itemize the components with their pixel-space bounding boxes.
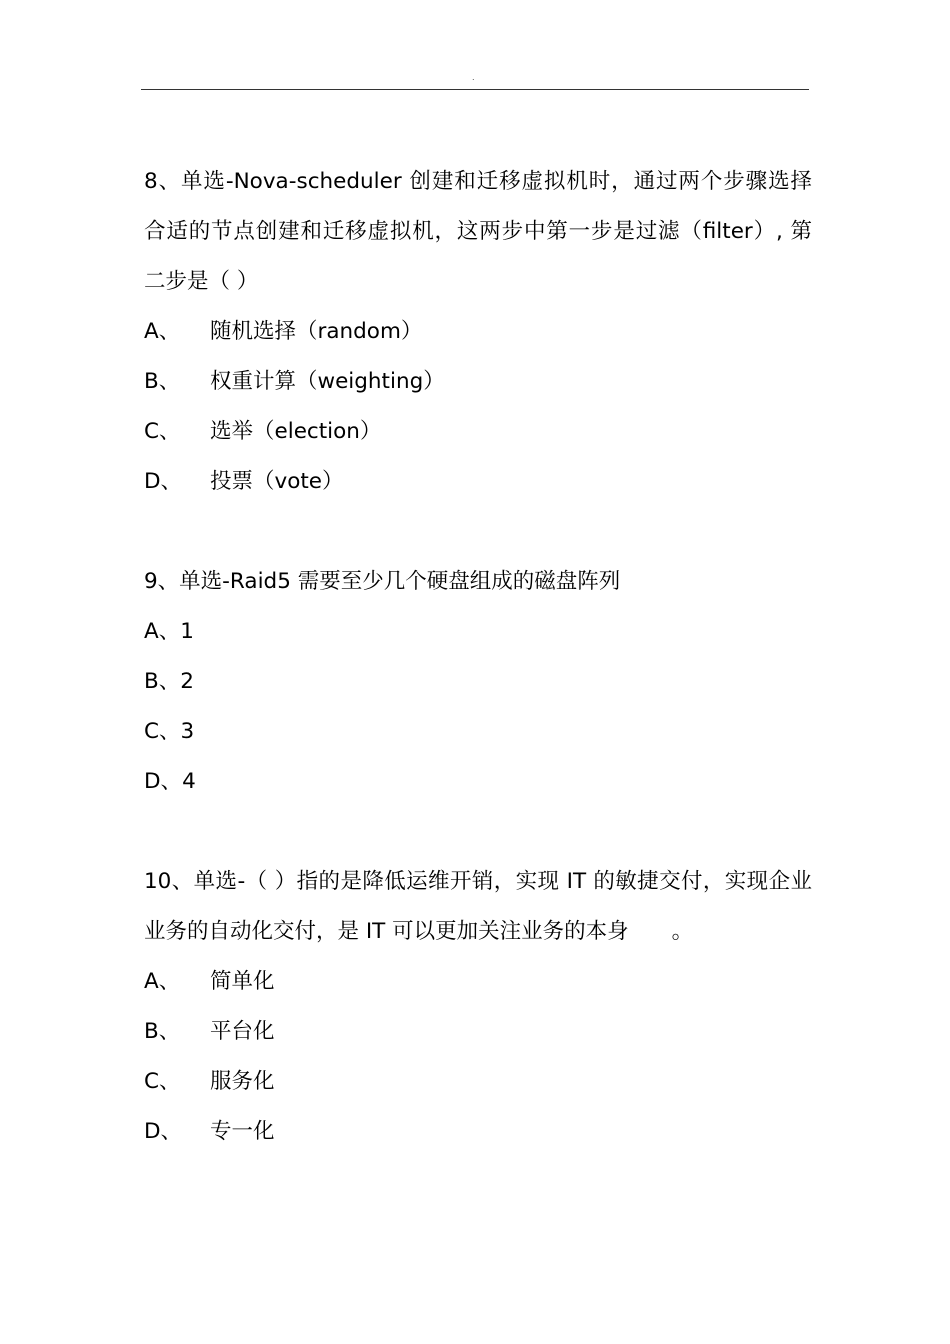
question-9 bbox=[144, 557, 812, 807]
question-9-option-b bbox=[144, 657, 812, 707]
question-8 bbox=[144, 157, 812, 507]
option-letter: C、 bbox=[144, 419, 181, 444]
question-8-option-a bbox=[144, 307, 812, 357]
option-text: 4 bbox=[182, 769, 196, 794]
option-text: 服务化 bbox=[210, 1069, 275, 1094]
option-letter: B、 bbox=[144, 669, 181, 694]
option-text: 投票（vote） bbox=[210, 469, 344, 494]
option-text: 3 bbox=[180, 719, 195, 744]
question-8-line-1: 8、单选-Nova-scheduler 创建和迁移虚拟机时，通过两个步骤选择 bbox=[144, 169, 812, 194]
option-letter: C、 bbox=[144, 719, 181, 744]
header-rule bbox=[141, 89, 809, 90]
question-10-option-d bbox=[144, 1107, 812, 1157]
option-letter: C、 bbox=[144, 1069, 181, 1094]
question-10-option-a bbox=[144, 957, 812, 1007]
option-text: 1 bbox=[180, 619, 194, 644]
option-letter: D、 bbox=[144, 769, 183, 794]
question-10-line-1: 10、单选-（ ）指的是降低运维开销，实现 IT 的敏捷交付，实现企业 bbox=[144, 869, 812, 894]
option-letter: B、 bbox=[144, 1019, 181, 1044]
option-text: 随机选择（random） bbox=[210, 319, 423, 344]
option-letter: D、 bbox=[144, 1119, 183, 1144]
question-8-option-b bbox=[144, 357, 812, 407]
option-text: 专一化 bbox=[210, 1119, 275, 1144]
question-9-option-d bbox=[144, 757, 812, 807]
header-dot: . bbox=[472, 73, 475, 82]
question-8-option-d bbox=[144, 457, 812, 507]
question-8-line-2: 合适的节点创建和迁移虚拟机，这两步中第一步是过滤（filter）, 第 bbox=[144, 219, 812, 244]
question-10-line-2: 业务的自动化交付，是 IT 可以更加关注业务的本身 。 bbox=[144, 919, 694, 944]
option-text: 平台化 bbox=[210, 1019, 275, 1044]
spacer bbox=[144, 807, 812, 857]
option-letter: A、 bbox=[144, 619, 181, 644]
spacer bbox=[144, 507, 812, 557]
question-9-option-c bbox=[144, 707, 812, 757]
option-text: 2 bbox=[180, 669, 194, 694]
question-10-option-b bbox=[144, 1007, 812, 1057]
question-8-option-c bbox=[144, 407, 812, 457]
question-10-option-c bbox=[144, 1057, 812, 1107]
option-letter: D、 bbox=[144, 469, 183, 494]
option-letter: A、 bbox=[144, 969, 181, 994]
question-8-line-3: 二步是（ ） bbox=[144, 269, 259, 294]
option-text: 权重计算（weighting） bbox=[210, 369, 445, 394]
option-letter: A、 bbox=[144, 319, 181, 344]
option-text: 简单化 bbox=[210, 969, 275, 994]
option-text: 选举（election） bbox=[210, 419, 382, 444]
document-body bbox=[144, 157, 812, 1157]
option-letter: B、 bbox=[144, 369, 181, 394]
question-9-line-1: 9、单选-Raid5 需要至少几个硬盘组成的磁盘阵列 bbox=[144, 569, 621, 594]
question-9-option-a bbox=[144, 607, 812, 657]
question-10 bbox=[144, 857, 812, 1157]
